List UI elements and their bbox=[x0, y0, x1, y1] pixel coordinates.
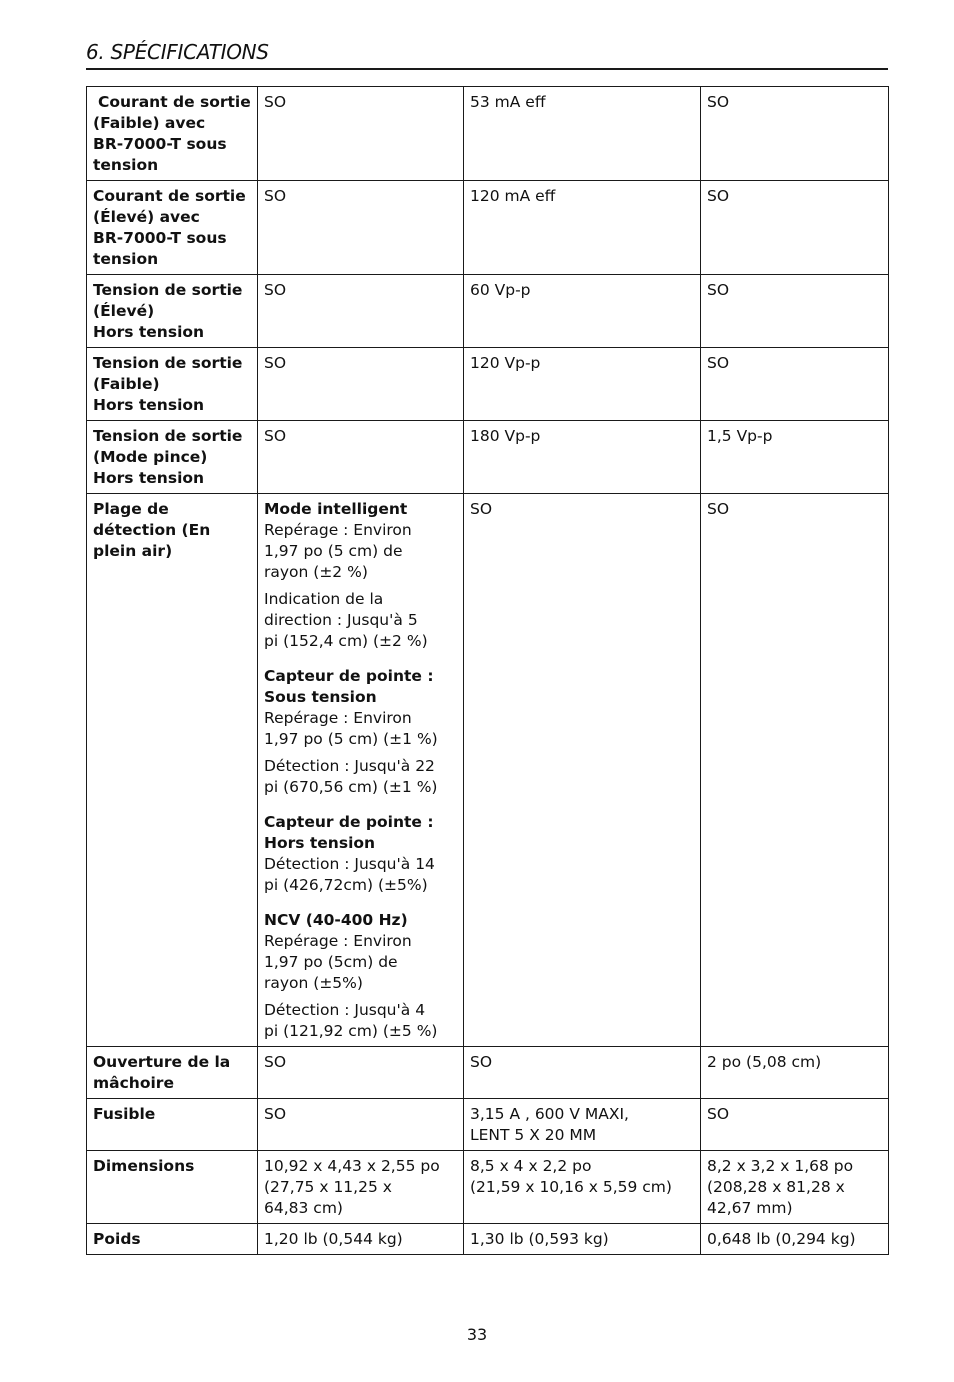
smart-mode-block: Mode intelligent Repérage : Environ 1,97 po (5 cm) de rayon (±2 %) bbox=[264, 500, 412, 581]
table-cell: SO bbox=[258, 348, 464, 421]
detection-details-cell bbox=[258, 494, 464, 1047]
table-row bbox=[87, 1047, 889, 1099]
row-label: Poids bbox=[87, 1224, 258, 1255]
table-row bbox=[87, 275, 889, 348]
table-cell: 10,92 x 4,43 x 2,55 po (27,75 x 11,25 x 64,83 cm) bbox=[258, 1151, 464, 1224]
table-cell: 2 po (5,08 cm) bbox=[701, 1047, 889, 1099]
table-cell: SO bbox=[701, 1099, 889, 1151]
row-label: Tension de sortie (Mode pince) Hors tension bbox=[87, 421, 258, 494]
table-row bbox=[87, 181, 889, 275]
row-label: Tension de sortie (Élevé) Hors tension bbox=[87, 275, 258, 348]
table-cell: 60 Vp-p bbox=[464, 275, 701, 348]
row-label: Dimensions bbox=[87, 1151, 258, 1224]
row-label: Fusible bbox=[87, 1099, 258, 1151]
specifications-table bbox=[86, 86, 889, 1255]
table-cell: 120 mA eff bbox=[464, 181, 701, 275]
ncv-block: NCV (40-400 Hz) Repérage : Environ 1,97 po (5cm) de rayon (±5%) bbox=[264, 911, 412, 992]
table-cell: SO bbox=[464, 1047, 701, 1099]
ncv-detection: Détection : Jusqu'à 4 pi (121,92 cm) (±5 %) bbox=[264, 1001, 438, 1040]
table-cell: 1,30 lb (0,593 kg) bbox=[464, 1224, 701, 1255]
direction-indication: Indication de la direction : Jusqu'à 5 pi (152,4 cm) (±2 %) bbox=[264, 590, 428, 650]
table-cell: 120 Vp-p bbox=[464, 348, 701, 421]
table-cell: SO bbox=[258, 421, 464, 494]
table-cell: SO bbox=[258, 275, 464, 348]
row-label: Tension de sortie (Faible) Hors tension bbox=[87, 348, 258, 421]
row-label: Courant de sortie (Faible) avec BR-7000-T sous tension bbox=[87, 87, 258, 181]
table-cell: SO bbox=[258, 87, 464, 181]
table-cell: 8,5 x 4 x 2,2 po (21,59 x 10,16 x 5,59 cm) bbox=[464, 1151, 701, 1224]
table-cell: SO bbox=[701, 275, 889, 348]
table-row bbox=[87, 1224, 889, 1255]
table-row bbox=[87, 87, 889, 181]
row-label: Plage de détection (En plein air) bbox=[87, 494, 258, 1047]
section-title: 6. SPÉCIFICATIONS bbox=[86, 40, 269, 64]
table-cell: 8,2 x 3,2 x 1,68 po (208,28 x 81,28 x 42,67 mm) bbox=[701, 1151, 889, 1224]
tip-sensor-off-block: Capteur de pointe : Hors tension Détection : Jusqu'à 14 pi (426,72cm) (±5%) bbox=[264, 813, 435, 894]
table-cell: SO bbox=[701, 494, 889, 1047]
table-cell: SO bbox=[701, 348, 889, 421]
table-cell: SO bbox=[258, 1047, 464, 1099]
table-row bbox=[87, 421, 889, 494]
tip-sensor-live-block: Capteur de pointe : Sous tension Repérage : Environ 1,97 po (5 cm) (±1 %) bbox=[264, 667, 438, 748]
table-cell: 1,5 Vp-p bbox=[701, 421, 889, 494]
table-row bbox=[87, 348, 889, 421]
table-cell: SO bbox=[701, 181, 889, 275]
table-row bbox=[87, 1151, 889, 1224]
table-cell: 0,648 lb (0,294 kg) bbox=[701, 1224, 889, 1255]
table-cell: 180 Vp-p bbox=[464, 421, 701, 494]
table-row-detection bbox=[87, 494, 889, 1047]
row-label: Courant de sortie (Élevé) avec BR-7000-T sous tension bbox=[87, 181, 258, 275]
table-cell: SO bbox=[258, 181, 464, 275]
table-row bbox=[87, 1099, 889, 1151]
table-cell: 3,15 A , 600 V MAXI, LENT 5 X 20 MM bbox=[464, 1099, 701, 1151]
tip-sensor-live-detection: Détection : Jusqu'à 22 pi (670,56 cm) (±1 %) bbox=[264, 757, 438, 796]
table-cell: 1,20 lb (0,544 kg) bbox=[258, 1224, 464, 1255]
table-cell: SO bbox=[464, 494, 701, 1047]
table-cell: 53 mA eff bbox=[464, 87, 701, 181]
page-number: 33 bbox=[466, 1325, 488, 1344]
row-label: Ouverture de la mâchoire bbox=[87, 1047, 258, 1099]
page-header bbox=[86, 40, 888, 70]
table-cell: SO bbox=[701, 87, 889, 181]
table-cell: SO bbox=[258, 1099, 464, 1151]
